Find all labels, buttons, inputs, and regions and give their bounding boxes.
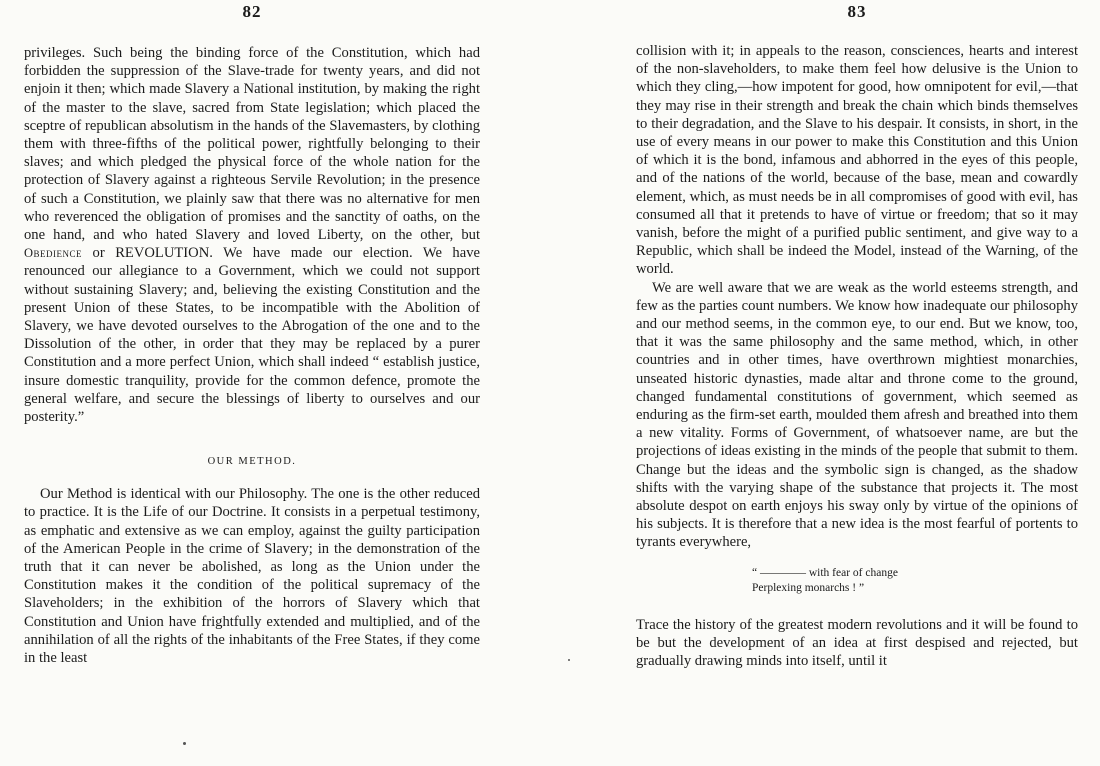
paragraph: Trace the history of the greatest modern revolutions and it will be found to be but the development of an idea at first despised and rejected, but gradually drawing minds into itself, until it xyxy=(636,616,1078,670)
paragraph-text: privileges. Such being the binding force of the Constitution, which had forbidden the suppression of the Slave-trade for twenty years, and did not enjoin it then; which made Slavery a National institution, by making the right of the master to the slave, sacred from State legislation; which placed the sceptre of republican absolutism in the hands of the Slavemasters, by clothing them with three-fifths of the political power, rightfully belonging to their slaves; and which pledged the physical force of the whole nation for the protection of Slavery against a righteous Servile Revolution; in the presence of such a Constitution, we plainly saw that there was no alternative for men who reverenced the obligation of promises and the sanctity of oaths, on the one hand, and who hated Slavery and loved Liberty, on the other, but xyxy=(24,45,480,244)
scan-speck xyxy=(183,742,186,745)
section-heading: OUR METHOD. xyxy=(207,456,297,468)
quote-line: Perplexing monarchs ! ” xyxy=(752,581,865,594)
revolution-word: REVOLUTION. xyxy=(115,245,213,262)
block-quote xyxy=(636,566,1078,596)
paragraph: collision with it; in appeals to the reason, consciences, hearts and interest of the non-slaveholders, to make them feel how delusive is the Union to which they cling,—how impotent for good, how omnipotent for evil,—that they may rise in their strength and break the chain which binds themselves to their degradation, and the Slave to his despair. It consists, in short, in the use of every means in our power to make this Constitution and this Union of which it is the bond, infamous and abhorred in the eyes of this people, and of the nations of the world, because of the base, mean and cowardly element, which, as must needs be in all compromises of good with evil, has consumed all that it pretends to have of virtue or freedom; that so it may vanish, before the might of a purified public sentiment, and give way to a Republic, which shall be indeed the Model, instead of the Warning, of the world. xyxy=(636,43,1078,278)
paragraph-text: We have made our election. We have renounced our allegiance to a Government, which we could not support without sustaining Slavery; and, believing the existing Constitution and the present Union of these States, to be incompatible with the Abolition of Slavery, we have devoted ourselves to the Abrogation of the one and to the Dissolution of the other, in order that they may be replaced by a purer Constitution and a more perfect Union, which shall indeed “ establish justice, insure domestic tranquility, provide for the common defence, promote the general welfare, and secure the blessings of liberty to ourselves and our posterity.” xyxy=(24,245,480,426)
body-text xyxy=(24,485,480,667)
paragraph xyxy=(24,44,480,426)
obedience-word: Obedience xyxy=(24,246,83,261)
body-text xyxy=(636,616,1078,671)
body-text xyxy=(636,42,1078,552)
right-page xyxy=(550,0,1100,766)
body-text xyxy=(24,44,480,426)
scan-speck xyxy=(568,659,570,661)
quote-line: “ ———— with fear of change xyxy=(752,566,898,579)
paragraph: We are well aware that we are weak as the world esteems strength, and few as the parties count numbers. We know how inadequate our philosophy and our method seems, in the common eye, to our end. But we know, too, that it was the same philosophy and the same method, which, in other countries and in other times, have overthrown mightiest monarchies, unseated historic dynasties, made altar and throne come to the ground, changed fundamental constitutions of government, which seemed as enduring as the firm-set earth, moulded them afresh and breathed into them a new vitality. Forms of Government, of whatsoever name, are but the projections of ideas existing in the minds of the people that submit to them. Change but the ideas and the symbolic sign is changed, as the shadow shifts with the varying shape of the substance that projects it. The most absolute despot on earth enjoys his sway only by virtue of the opinions of his subjects. It is therefore that a new idea is the most fearful of portents to tyrants everywhere, xyxy=(636,279,1078,551)
or-word: or xyxy=(92,245,105,262)
page-number: 82 xyxy=(242,2,262,21)
page-number: 83 xyxy=(847,2,867,21)
paragraph: Our Method is identical with our Philosophy. The one is the other reduced to practice. It is the Life of our Doctrine. It consists in a perpetual testimony, as emphatic and extensive as we can employ, against the guilty participation of the American People in the crime of Slavery; in the demonstration of the truth that it can never be abolished, as long as the Union under the Constitution makes it the condition of the political supremacy of the Slaveholders; in the exhibition of the horrors of Slavery which that Constitution and Union have frightfully extended and multiplied, and of the annihilation of all the rights of the inhabitants of the Free States, if they come in the least xyxy=(24,486,480,667)
